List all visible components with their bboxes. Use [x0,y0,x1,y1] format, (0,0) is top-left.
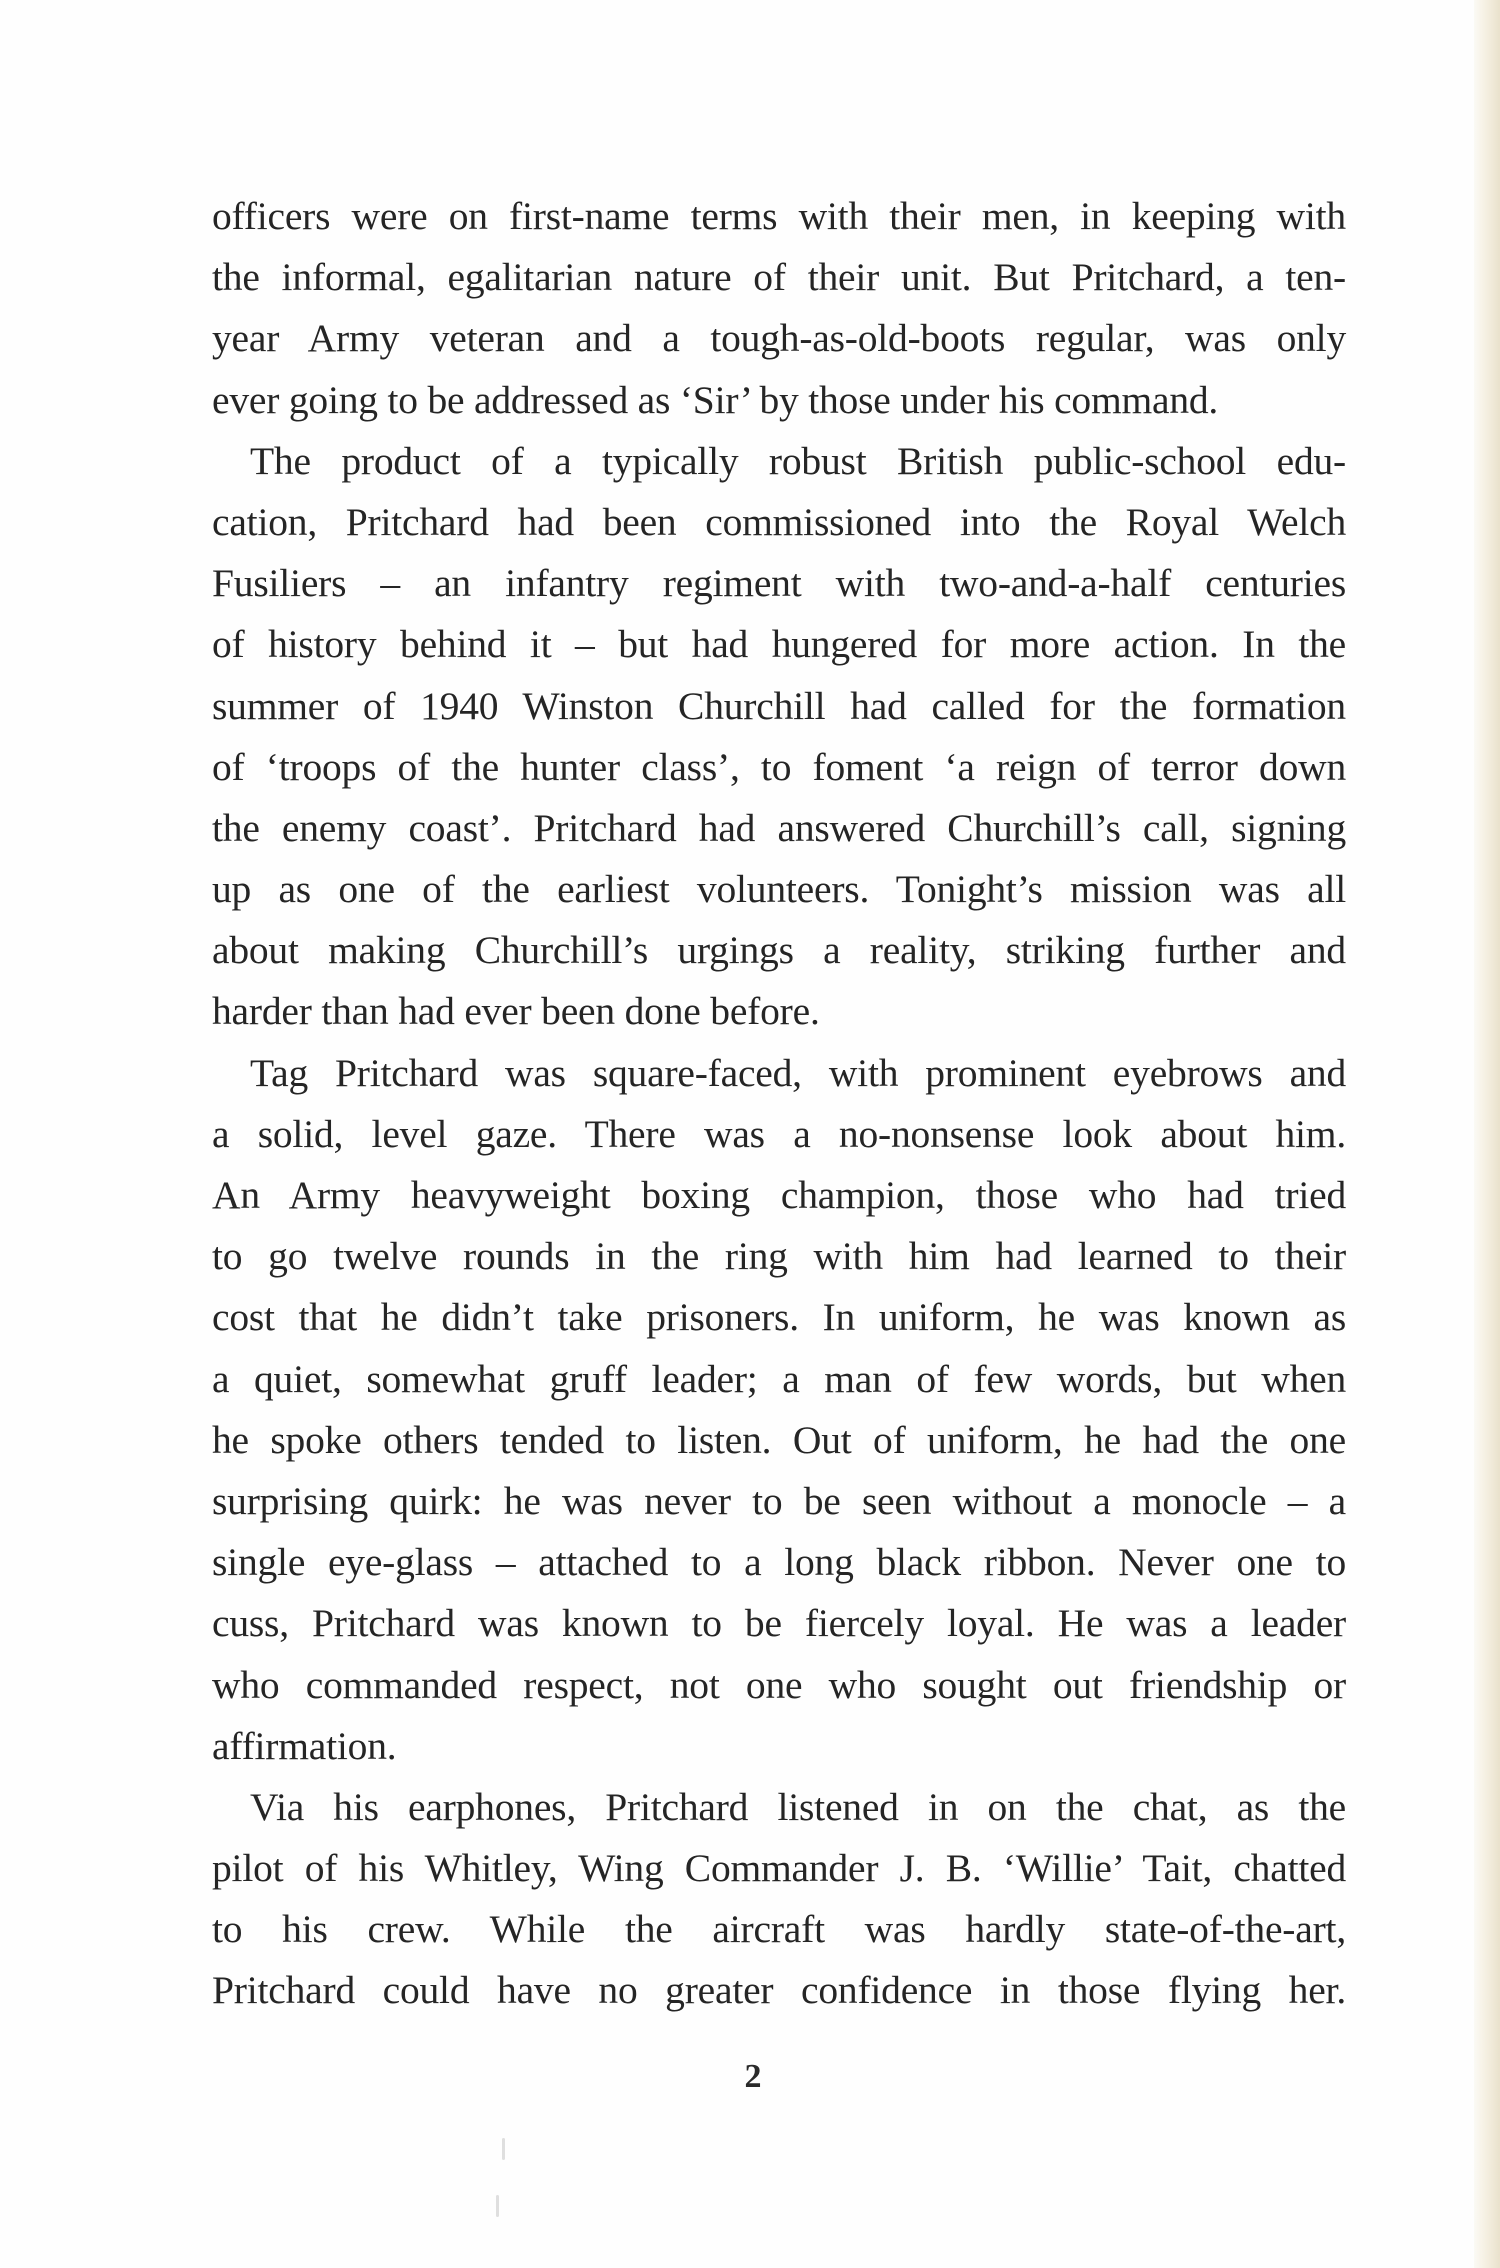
text-line: the informal, egalitarian nature of their unit. But Pritchard, a ten- [212,255,1346,300]
page-number: 2 [744,2058,762,2095]
text-line: to go twelve rounds in the ring with him had learned to their [212,1234,1346,1279]
text-line: he spoke others tended to listen. Out of uniform, he had the one [212,1417,1346,1462]
text-line: a solid, level gaze. There was a no-nonsense look about him. [212,1111,1346,1156]
text-line: pilot of his Whitley, Wing Commander J. B. ‘Willie’ Tait, chatted [212,1846,1346,1891]
text-line: who commanded respect, not one who sought out friendship or [212,1662,1346,1707]
text-line: Tag Pritchard was square-faced, with prominent eyebrows and [250,1050,1346,1095]
text-line: summer of 1940 Winston Churchill had called for the formation [212,683,1346,728]
text-line: The product of a typically robust British public-school edu- [250,438,1346,483]
text-line: cuss, Pritchard was known to be fiercely loyal. He was a leader [212,1601,1346,1646]
text-line: a quiet, somewhat gruff leader; a man of few words, but when [212,1356,1346,1401]
text-line: An Army heavyweight boxing champion, those who had tried [212,1173,1346,1217]
page-edge-shadow [1474,0,1500,2268]
text-line: the enemy coast’. Pritchard had answered Churchill’s call, signing [212,805,1346,850]
body-text [212,186,1346,2022]
text-line: single eye-glass – attached to a long black ribbon. Never one to [212,1540,1346,1585]
text-line: of ‘troops of the hunter class’, to foment ‘a reign of terror down [212,744,1346,789]
text-line: surprising quirk: he was never to be seen without a monocle – a [212,1478,1346,1523]
text-line: of history behind it – but had hungered for more action. In the [212,622,1346,667]
scan-speck [496,2195,499,2217]
paragraph-3 [212,1043,1346,1777]
text-line: officers were on first-name terms with their men, in keeping with [212,194,1346,238]
text-line: Via his earphones, Pritchard listened in on the chat, as the [250,1784,1346,1829]
paragraph-4 [212,1777,1346,2022]
text-line: about making Churchill’s urgings a reality, striking further and [212,928,1346,973]
text-line: cation, Pritchard had been commissioned into the Royal Welch [212,499,1346,544]
text-line: ever going to be addressed as ‘Sir’ by those under his command. [212,377,1219,422]
text-line: Pritchard could have no greater confidence in those flying her. [212,1968,1346,2013]
scan-speck [502,2138,505,2160]
paragraph-2 [212,431,1346,1043]
text-line: year Army veteran and a tough-as-old-boots regular, was only [212,316,1346,361]
text-line: harder than had ever been done before. [212,989,820,1034]
paragraph-1 [212,186,1346,431]
text-line: affirmation. [212,1723,397,1768]
text-line: up as one of the earliest volunteers. Tonight’s mission was all [212,867,1346,912]
text-line: cost that he didn’t take prisoners. In uniform, he was known as [212,1295,1346,1340]
text-line: to his crew. While the aircraft was hardly state-of-the-art, [212,1907,1346,1952]
text-line: Fusiliers – an infantry regiment with two-and-a-half centuries [212,561,1346,606]
